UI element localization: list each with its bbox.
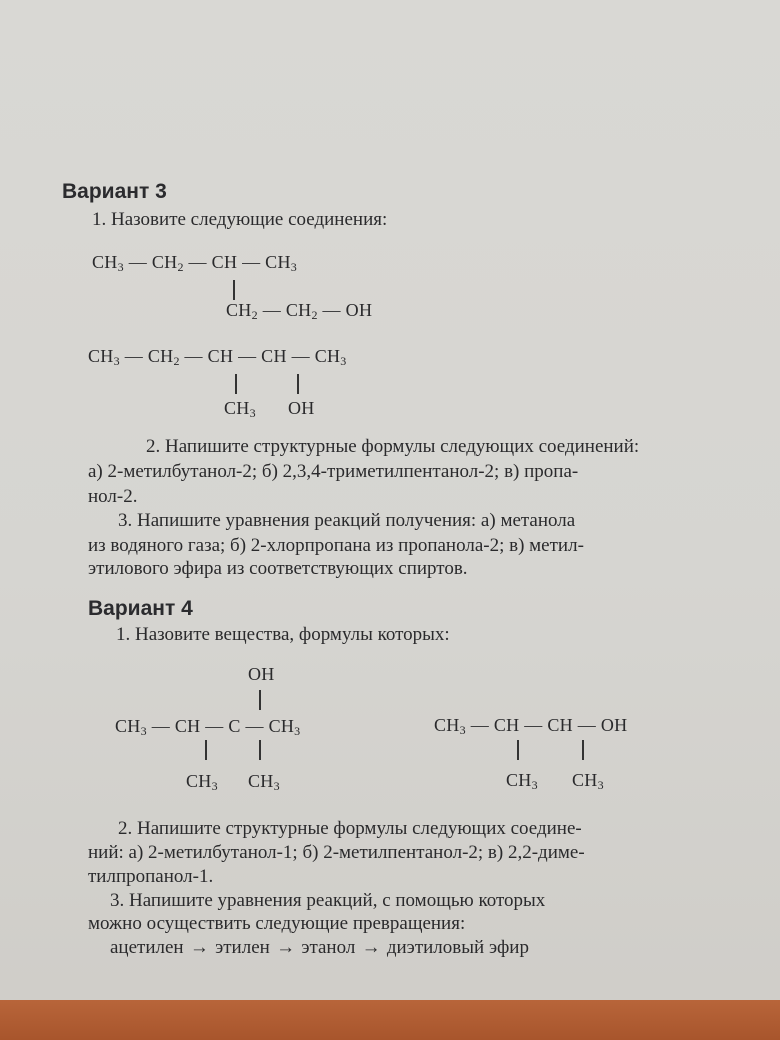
v4-formula-1-bond-2	[259, 740, 261, 760]
v4-question-2-line-3: тилпропанол-1.	[88, 866, 214, 887]
v3-formula-2-bond-2	[297, 374, 299, 394]
arrow-right-icon: →	[361, 937, 381, 958]
v3-formula-2-sub-ch3: $CH_3$	[224, 398, 256, 420]
v3-question-3-line-1: 3. Напишите уравнения реакций получения: а) метанола	[118, 510, 576, 531]
v3-formula-2-bond-1	[235, 374, 237, 394]
v4-formula-1-bond-oh	[259, 690, 261, 710]
v4-question-2-line-2: ний: а) 2-метилбутанол-1; б) 2-метилпентанол-2; в) 2,2-диме-	[88, 842, 585, 863]
chain-diethyl-ether: диэтиловый эфир	[386, 937, 529, 958]
v4-formula-1-oh: OH	[248, 664, 275, 684]
arrow-right-icon: →	[276, 937, 296, 958]
v3-formula-1-bond	[233, 280, 235, 300]
variant-3-heading: Вариант 3	[62, 180, 167, 203]
v4-formula-2-sub-ch3-1: $CH_3$	[506, 770, 538, 792]
v3-formula-1-main-chain: $CH_3$ — $CH_2$ — CH — $CH_3$	[92, 252, 298, 274]
v4-question-2-line-1: 2. Напишите структурные формулы следующих соедине-	[118, 818, 582, 839]
arrow-right-icon: →	[189, 937, 209, 958]
v3-question-2-line-1: 2. Напишите структурные формулы следующих соединений:	[146, 436, 640, 457]
chain-ethylene: этилен	[215, 937, 270, 958]
chain-ethanol: этанол	[301, 937, 356, 958]
v3-formula-2-main-chain: $CH_3$ — $CH_2$ — CH — CH — $CH_3$	[88, 346, 347, 368]
chain-acetylene: ацетилен	[110, 937, 184, 958]
v3-question-3-line-3: этилового эфира из соответствующих спиртов.	[88, 558, 468, 579]
v4-formula-2-bond-1	[517, 740, 519, 760]
v4-question-3-line-1: 3. Напишите уравнения реакций, с помощью которых	[110, 890, 546, 911]
table-surface	[0, 1000, 780, 1040]
v3-formula-1-branch: $CH_2$ — $CH_2$ — OH	[226, 300, 373, 322]
v4-formula-1-bond-1	[205, 740, 207, 760]
v3-question-1: 1. Назовите следующие соединения:	[92, 209, 388, 230]
v3-question-3-line-2: из водяного газа; б) 2-хлорпропана из пропанола-2; в) метил-	[88, 535, 584, 556]
v4-question-3-line-2: можно осуществить следующие превращения:	[88, 913, 466, 934]
v4-formula-2-sub-ch3-2: $CH_3$	[572, 770, 604, 792]
v3-question-2-line-3: нол-2.	[88, 486, 138, 507]
v4-formula-2-main-chain: $CH_3$ — CH — CH — OH	[434, 715, 628, 737]
v4-formula-1-sub-ch3-2: $CH_3$	[248, 771, 280, 793]
v4-formula-1-main-chain: $CH_3$ — CH — C — $CH_3$	[115, 716, 301, 738]
v4-formula-1-sub-ch3-1: $CH_3$	[186, 771, 218, 793]
variant-4-heading: Вариант 4	[88, 597, 193, 620]
v4-formula-2-bond-2	[582, 740, 584, 760]
v4-question-1: 1. Назовите вещества, формулы которых:	[116, 624, 450, 645]
v3-question-2-line-2: а) 2-метилбутанол-2; б) 2,3,4-триметилпентанол-2; в) пропа-	[88, 461, 579, 482]
v3-formula-2-sub-oh: OH	[288, 398, 315, 418]
v4-conversion-chain	[110, 937, 529, 959]
